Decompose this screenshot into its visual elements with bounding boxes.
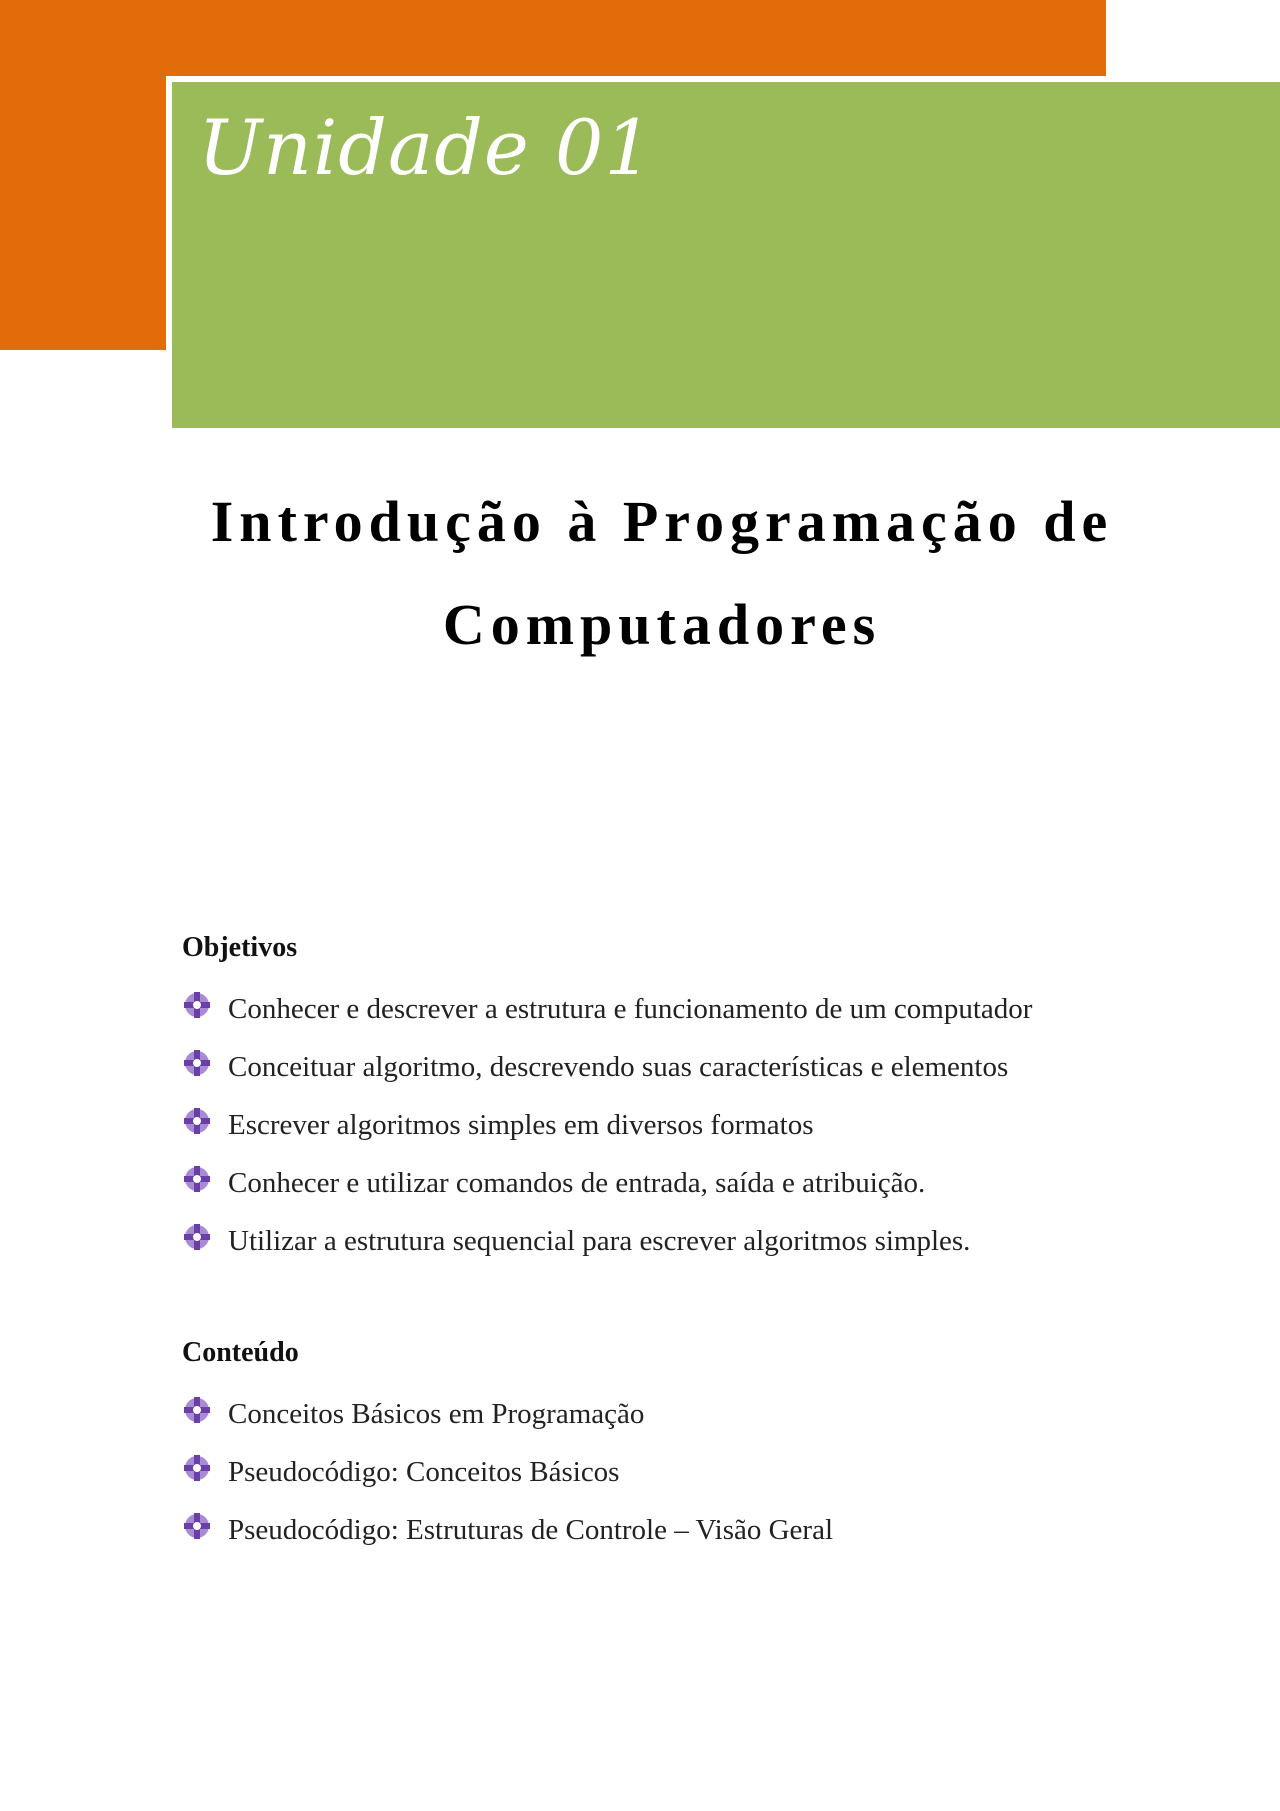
conteudo-item (182, 1501, 1182, 1559)
purple-cross-bullet-icon (182, 1222, 212, 1252)
objetivo-item (182, 1212, 1182, 1270)
objetivos-section (182, 928, 1182, 1270)
objetivos-heading: Objetivos (182, 932, 298, 963)
document-title-line-2: Computadores (442, 592, 882, 657)
objetivo-item-text: Conhecer e descrever a estrutura e funcionamento de um computador (228, 993, 1033, 1025)
purple-cross-bullet-icon (182, 1395, 212, 1425)
purple-cross-bullet-icon (182, 990, 212, 1020)
purple-cross-bullet-icon (182, 1511, 212, 1541)
objetivo-item (182, 1096, 1182, 1154)
purple-cross-bullet-icon (182, 1106, 212, 1136)
objetivo-item (182, 980, 1182, 1038)
conteudo-item-text: Pseudocódigo: Conceitos Básicos (228, 1456, 620, 1488)
objetivo-item-text: Escrever algoritmos simples em diversos formatos (228, 1109, 814, 1141)
objetivo-item (182, 1154, 1182, 1212)
purple-cross-bullet-icon (182, 1453, 212, 1483)
conteudo-item (182, 1443, 1182, 1501)
conteudo-item-text: Conceitos Básicos em Programação (228, 1398, 645, 1430)
objetivos-list (182, 980, 1182, 1270)
conteudo-list (182, 1385, 1182, 1559)
document-title (172, 470, 1152, 676)
document-title-line-1: Introdução à Programação de (210, 489, 1114, 554)
objetivo-item (182, 1038, 1182, 1096)
conteudo-item-text: Pseudocódigo: Estruturas de Controle – Visão Geral (228, 1514, 834, 1546)
objetivo-item-text: Utilizar a estrutura sequencial para escrever algoritmos simples. (228, 1225, 971, 1257)
objetivo-item-text: Conceituar algoritmo, descrevendo suas características e elementos (228, 1051, 1009, 1083)
objetivo-item-text: Conhecer e utilizar comandos de entrada, saída e atribuição. (228, 1167, 926, 1199)
purple-cross-bullet-icon (182, 1164, 212, 1194)
conteudo-item (182, 1385, 1182, 1443)
unit-title: Unidade 01 (198, 103, 654, 192)
purple-cross-bullet-icon (182, 1048, 212, 1078)
conteudo-heading: Conteúdo (182, 1337, 299, 1368)
conteudo-section (182, 1333, 1182, 1559)
